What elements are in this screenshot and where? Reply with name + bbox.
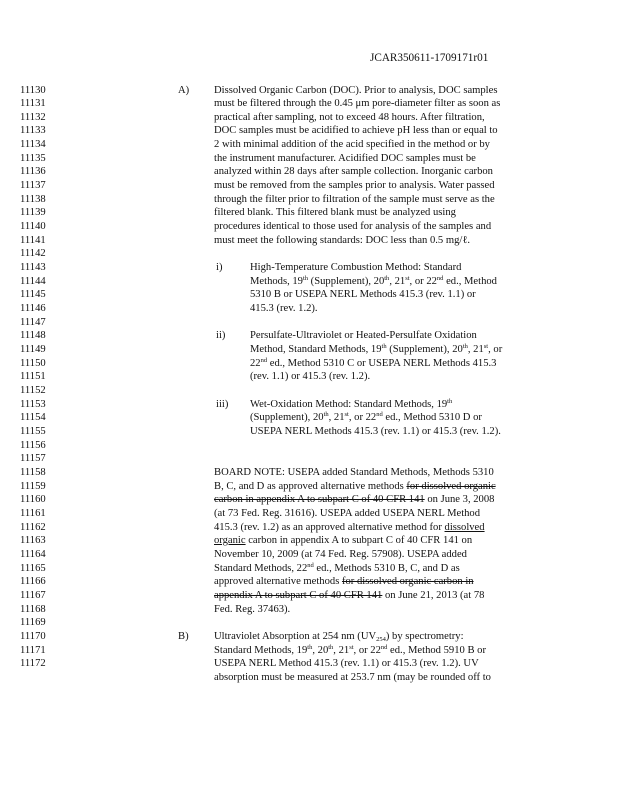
deleted-text: carbon in appendix A to subpart C of 40 CFR 141 <box>214 494 425 505</box>
line-number: 11150 <box>20 358 46 369</box>
line-number: 11154 <box>20 412 46 423</box>
method-i-line: High-Temperature Combustion Method: Standard <box>250 262 462 273</box>
line-number: 11164 <box>20 549 46 560</box>
line-number: 11170 <box>20 631 46 642</box>
line-number: 11158 <box>20 467 46 478</box>
line-number: 11172 <box>20 658 46 669</box>
line-number: 11153 <box>20 399 46 410</box>
line-number: 11133 <box>20 125 46 136</box>
document-header-id: JCAR350611-1709171r01 <box>370 52 489 64</box>
line-number: 11168 <box>20 604 46 615</box>
board-note-line: approved alternative methods for dissolved organic carbon in <box>214 576 474 587</box>
line-number: 11146 <box>20 303 46 314</box>
method-iii-line: USEPA NERL Methods 415.3 (rev. 1.1) or 415.3 (rev. 1.2). <box>250 426 501 437</box>
line-number: 11147 <box>20 317 46 328</box>
line-number: 11162 <box>20 522 46 533</box>
line-number: 11131 <box>20 98 46 109</box>
line-number: 11137 <box>20 180 46 191</box>
line-number: 11171 <box>20 645 46 656</box>
board-note-line: Standard Methods, 22nd ed., Methods 5310 B, C, and D as <box>214 562 460 574</box>
board-note-line: November 10, 2009 (at 74 Fed. Reg. 57908). USEPA added <box>214 549 467 560</box>
line-number: 11163 <box>20 535 46 546</box>
section-a-line: analyzed within 28 days after sample collection. Inorganic carbon <box>214 166 493 177</box>
line-number: 11160 <box>20 494 46 505</box>
line-number: 11142 <box>20 248 46 259</box>
line-number: 11144 <box>20 276 46 287</box>
line-number: 11157 <box>20 453 46 464</box>
section-a-line: filtered blank. This filtered blank must be analyzed using <box>214 207 456 218</box>
line-number: 11167 <box>20 590 46 601</box>
method-i-line: Methods, 19th (Supplement), 20th, 21st, or 22nd ed., Method <box>250 275 497 287</box>
section-a-line: the instrument manufacturer. Acidified DOC samples must be <box>214 153 476 164</box>
line-number: 11166 <box>20 576 46 587</box>
line-number: 11145 <box>20 289 46 300</box>
method-iii-line: (Supplement), 20th, 21st, or 22nd ed., Method 5310 D or <box>250 411 482 423</box>
line-number: 11140 <box>20 221 46 232</box>
section-a-line: 2 with minimal addition of the acid specified in the method or by <box>214 139 490 150</box>
method-ii-line: Method, Standard Methods, 19th (Supplement), 20th, 21st, or <box>250 343 503 355</box>
section-b-line: Standard Methods, 19th, 20th, 21st, or 22nd ed., Method 5910 B or <box>214 644 486 656</box>
method-iii-label: iii) <box>216 399 229 410</box>
line-number: 11139 <box>20 207 46 218</box>
line-number: 11161 <box>20 508 46 519</box>
line-number: 11134 <box>20 139 46 150</box>
board-note-line: appendix A to subpart C of 40 CFR 141 on June 21, 2013 (at 78 <box>214 590 485 601</box>
board-note-line: B, C, and D as approved alternative methods for dissolved organic <box>214 481 496 492</box>
board-note-line: (at 73 Fed. Reg. 31616). USEPA added USEPA NERL Method <box>214 508 481 519</box>
board-note-line: 415.3 (rev. 1.2) as an approved alternative method for dissolved <box>214 522 485 533</box>
inserted-text: organic <box>214 535 246 546</box>
deleted-text: for dissolved organic carbon in <box>341 576 474 587</box>
section-b-line: absorption must be measured at 253.7 nm (may be rounded off to <box>214 672 491 683</box>
board-note-line: BOARD NOTE: USEPA added Standard Methods, Methods 5310 <box>214 467 494 478</box>
line-number: 11132 <box>20 112 46 123</box>
deleted-text: appendix A to subpart C of 40 CFR 141 <box>214 590 383 601</box>
section-a-line: through the filter prior to filtration of the sample must serve as the <box>214 194 495 205</box>
section-a-line: DOC samples must be acidified to achieve pH less than or equal to <box>214 125 498 136</box>
section-a-line: Dissolved Organic Carbon (DOC). Prior to analysis, DOC samples <box>214 85 498 96</box>
line-number: 11138 <box>20 194 46 205</box>
section-a-line: must be filtered through the 0.45 μm pore-diameter filter as soon as <box>214 98 501 109</box>
section-b-label: B) <box>178 631 189 642</box>
method-i-line: 5310 B or USEPA NERL Methods 415.3 (rev. 1.1) or <box>250 289 476 300</box>
line-number: 11136 <box>20 166 46 177</box>
section-a-line: procedures identical to those used for analysis of the samples and <box>214 221 492 232</box>
section-a-line: practical after sampling, not to exceed 48 hours. After filtration, <box>214 112 485 123</box>
section-a-line: must meet the following standards: DOC less than 0.5 mg/ℓ. <box>214 235 471 246</box>
section-a-label: A) <box>178 85 190 96</box>
method-i-line: 415.3 (rev. 1.2). <box>250 303 318 314</box>
line-number: 11165 <box>20 563 46 574</box>
line-number: 11130 <box>20 85 46 96</box>
line-number: 11159 <box>20 481 46 492</box>
line-number: 11141 <box>20 235 46 246</box>
board-note-line: organic carbon in appendix A to subpart C of 40 CFR 141 on <box>214 535 473 546</box>
line-number: 11149 <box>20 344 46 355</box>
method-ii-line: (rev. 1.1) or 415.3 (rev. 1.2). <box>250 371 371 382</box>
method-iii-line: Wet-Oxidation Method: Standard Methods, 19th <box>250 398 453 410</box>
section-b-line: USEPA NERL Method 415.3 (rev. 1.1) or 415.3 (rev. 1.2). UV <box>214 658 479 669</box>
section-b-line: Ultraviolet Absorption at 254 nm $(UV_{254})$ by spectrometry: <box>214 631 464 643</box>
method-ii-label: ii) <box>216 330 226 341</box>
method-i-label: i) <box>216 262 223 273</box>
board-note-line: carbon in appendix A to subpart C of 40 CFR 141 on June 3, 2008 <box>214 494 495 505</box>
board-note-line: Fed. Reg. 37463). <box>214 604 291 615</box>
line-number: 11135 <box>20 153 46 164</box>
line-number: 11152 <box>20 385 46 396</box>
line-number: 11155 <box>20 426 46 437</box>
line-number: 11156 <box>20 440 46 451</box>
inserted-text: dissolved <box>444 522 485 533</box>
line-number: 11151 <box>20 371 46 382</box>
line-number: 11148 <box>20 330 46 341</box>
method-ii-line: 22nd ed., Method 5310 C or USEPA NERL Methods 415.3 <box>250 357 497 369</box>
deleted-text: for dissolved organic <box>406 481 496 492</box>
section-a-line: must be removed from the samples prior to analysis. Water passed <box>214 180 495 191</box>
line-number: 11169 <box>20 617 46 628</box>
method-ii-line: Persulfate-Ultraviolet or Heated-Persulfate Oxidation <box>250 330 477 341</box>
line-number: 11143 <box>20 262 46 273</box>
